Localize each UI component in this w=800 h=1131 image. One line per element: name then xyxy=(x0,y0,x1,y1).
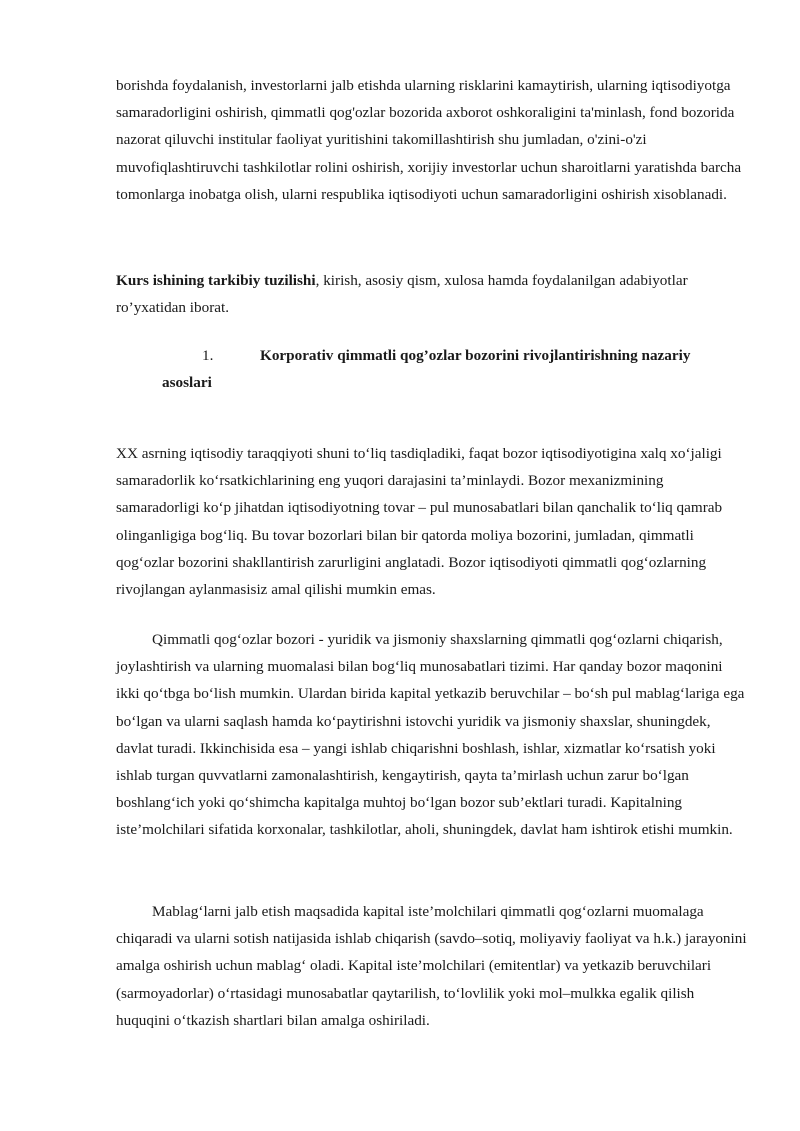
heading-number: 1. xyxy=(202,347,214,364)
paragraph-text: Qimmatli qog‘ozlar bozori - yuridik va jismoniy shaxslarning qimmatli qog‘ozlarni chiqarish, joylashtirish va ularning muomalasi bilan bog‘liq munosabatlari tizimi. Har qanday bozor maqonini ikki qo‘tbga bo‘lish mumkin. Ulardan birida kapital yetkazib beruvchilar – bo‘sh pul mablag‘lariga ega bo‘lgan va ularni saqlash hamda ko‘paytirishni istovchi yuridik va jismoniy shaxslar, shuningdek, davlat turadi. Ikkinchisida esa – yangi ishlab chiqarishni boshlash, ishlar, xizmatlar ko‘rsatish yoki ishlab turgan quvvatlarni zamonalashtirish, kengaytirish, qayta ta’mirlash uchun zarur bo‘lgan boshlang‘ich yoki qo‘shimcha kapitalga muhtoj bo‘lgan bozor sub’ektlari turadi. Kapitalning iste’molchilari sifatida korxonalar, tashkilotlar, aholi, shuningdek, davlat ham ishtirok etishi mumkin. xyxy=(116,631,745,839)
paragraph-market-economy xyxy=(116,440,748,603)
paragraph-text: borishda foydalanish, investorlarni jalb etishda ularning risklarini kamaytirish, ularning iqtisodiyotga samaradorligini oshirish, qimmatli qog'ozlar bozorida axborot oshkoraligini ta'minlash, fond bozorida nazorat qiluvchi institular faoliyat yuritishini takomillashtirish shu jumladan, o'zini-o'zi muvofiqlashtiruvchi tashkilotlar rolini oshirish, xorijiy investorlar uchun sharoitlarni yaratishda barcha tomonlarga inobatga olish, ularni respublika iqtisodiyoti uchun samaradorligini oshirish xisoblanadi. xyxy=(116,77,742,203)
paragraph-text: Mablag‘larni jalb etish maqsadida kapital iste’molchilari qimmatli qog‘ozlarni muomalaga chiqaradi va ularni sotish natijasida ishlab chiqarish (savdo–sotiq, moliyaviy faoliyat va h.k.) jarayonini amalga oshirish uchun mablag‘ oladi. Kapital iste’molchilari (emitentlar) va yetkazib beruvchilari (sarmoyadorlar) o‘rtasidagi munosabatlar qaytarilish, to‘lovlilik yoki mol–mulkka egalik qilish huquqini o‘tkazish shartlari bilan amalga oshiriladi. xyxy=(116,903,747,1029)
paragraph-securities-market xyxy=(116,626,748,844)
heading-title-line2: asoslari xyxy=(162,374,212,391)
paragraph-course-structure xyxy=(116,267,748,321)
paragraph-intro-continuation xyxy=(116,72,748,208)
course-structure-text: , kirish, asosiy qism, xulosa hamda foydalanilgan adabiyotlar ro’yxatidan iborat. xyxy=(116,272,688,317)
paragraph-capital-raising xyxy=(116,898,748,1034)
heading-title-line1: Korporativ qimmatli qog’ozlar bozorini rivojlantirishning nazariy xyxy=(260,347,691,364)
paragraph-text: XX asrning iqtisodiy taraqqiyoti shuni to‘liq tasdiqladiki, faqat bozor iqtisodiyotigina xalq xo‘jaligi samaradorlik ko‘rsatkichlarining eng yuqori darajasini ta’minlaydi. Bozor mexanizmining samaradorligi ko‘p jihatdan iqtisodiyotning tovar – pul munosabatlari bilan qanchalik to‘liq qamrab olinganligiga bog‘liq. Bu tovar bozorlari bilan bir qatorda moliya bozorini, jumladan, qimmatli qog‘ozlar bozorini shakllantirish zarurligini anglatadi. Bozor iqtisodiyoti qimmatli qog‘ozlarning rivojlangan aylanmasisiz amal qilishi mumkin emas. xyxy=(116,445,723,599)
course-structure-label: Kurs ishining tarkibiy tuzilishi xyxy=(116,272,316,289)
paragraph-text xyxy=(116,267,748,321)
